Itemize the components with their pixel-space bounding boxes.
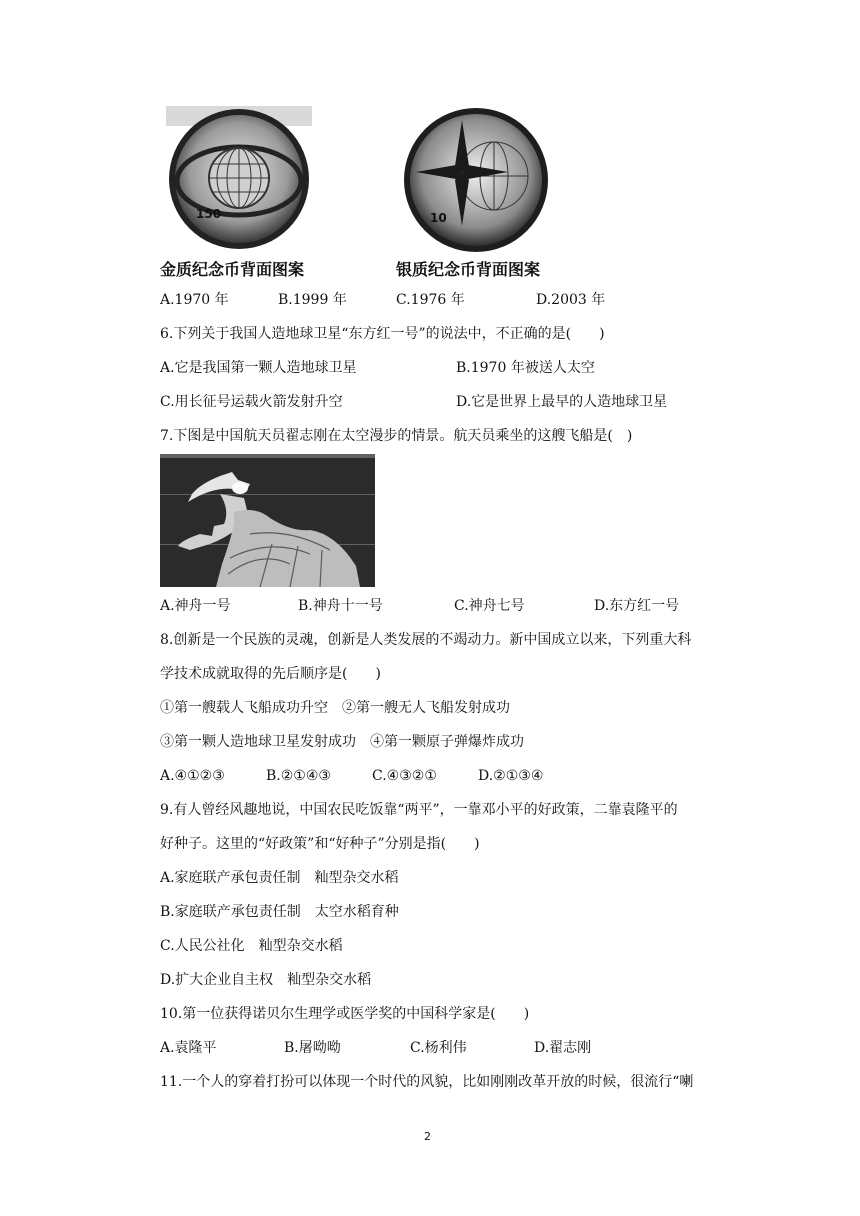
q6-options-row1 [160, 358, 720, 378]
q6-option-a[interactable]: A.它是我国第一颗人造地球卫星 [160, 360, 357, 376]
q8-option-d[interactable]: D.②①③④ [478, 768, 544, 784]
q10-options [160, 1038, 720, 1058]
q8-option-c[interactable]: C.④③②① [372, 768, 437, 784]
q7-option-d[interactable]: D.东方红一号 [594, 598, 680, 614]
q8-stem-line2: 学技术成就取得的先后顺序是( ) [160, 666, 381, 682]
q8-stem-line1: 8.创新是一个民族的灵魂，创新是人类发展的不竭动力。新中国成立以来，下列重大科 [160, 632, 692, 648]
q5-option-b[interactable]: B.1999 年 [278, 292, 347, 308]
page-number: 2 [424, 1130, 431, 1143]
spacewalk-photo [160, 454, 375, 587]
q9-stem-line2: 好种子。这里的“好政策”和“好种子”分别是指( ) [160, 836, 480, 852]
q5-options [160, 290, 720, 310]
q6-options-row2 [160, 392, 720, 412]
q10-option-b[interactable]: B.屠呦呦 [284, 1040, 341, 1056]
q8-option-a[interactable]: A.④①②③ [160, 768, 225, 784]
q6-option-b[interactable]: B.1970 年被送人太空 [456, 360, 595, 376]
q6-stem: 6.下列关于我国人造地球卫星“东方红一号”的说法中，不正确的是( ) [160, 326, 605, 342]
q8-option-b[interactable]: B.②①④③ [266, 768, 331, 784]
q7-option-a[interactable]: A.神舟一号 [160, 598, 231, 614]
q5-option-d[interactable]: D.2003 年 [536, 292, 606, 308]
q5-option-a[interactable]: A.1970 年 [160, 292, 229, 308]
q10-option-c[interactable]: C.杨利伟 [410, 1040, 467, 1056]
q5-option-c[interactable]: C.1976 年 [396, 292, 465, 308]
q10-option-d[interactable]: D.翟志刚 [534, 1040, 592, 1056]
q6-option-d[interactable]: D.它是世界上最早的人造地球卫星 [456, 394, 668, 410]
q11-stem: 11.一个人的穿着打扮可以体现一个时代的风貌，比如刚刚改革开放的时候，很流行“喇 [160, 1074, 694, 1090]
gold-coin-caption: 金质纪念币背面图案 [160, 260, 305, 279]
gold-coin-image [166, 106, 312, 252]
q10-option-a[interactable]: A.袁隆平 [160, 1040, 217, 1056]
q9-option-a[interactable]: A.家庭联产承包责任制 籼型杂交水稻 [160, 870, 399, 886]
q7-option-c[interactable]: C.神舟七号 [454, 598, 525, 614]
q8-options [160, 766, 720, 786]
gold-coin-value: 150 [196, 207, 222, 221]
silver-coin-image [402, 106, 550, 254]
q9-option-c[interactable]: C.人民公社化 籼型杂交水稻 [160, 938, 343, 954]
q9-option-b[interactable]: B.家庭联产承包责任制 太空水稻育种 [160, 904, 399, 920]
q7-options [160, 596, 720, 616]
q8-items-line2: ③第一颗人造地球卫星发射成功 ④第一颗原子弹爆炸成功 [160, 734, 524, 750]
q6-option-c[interactable]: C.用长征号运载火箭发射升空 [160, 394, 343, 410]
q9-option-d[interactable]: D.扩大企业自主权 籼型杂交水稻 [160, 972, 372, 988]
q8-items-line1: ①第一艘载人飞船成功升空 ②第一艘无人飞船发射成功 [160, 700, 510, 716]
q10-stem: 10.第一位获得诺贝尔生理学或医学奖的中国科学家是( ) [160, 1006, 530, 1022]
q7-stem: 7.下图是中国航天员翟志刚在太空漫步的情景。航天员乘坐的这艘飞船是( ) [160, 428, 633, 444]
q7-option-b[interactable]: B.神舟十一号 [298, 598, 383, 614]
silver-coin-caption: 银质纪念币背面图案 [396, 260, 541, 279]
q9-stem-line1: 9.有人曾经风趣地说，中国农民吃饭靠“两平”，一靠邓小平的好政策，二靠袁隆平的 [160, 802, 678, 818]
silver-coin-value: 10 [430, 211, 447, 225]
